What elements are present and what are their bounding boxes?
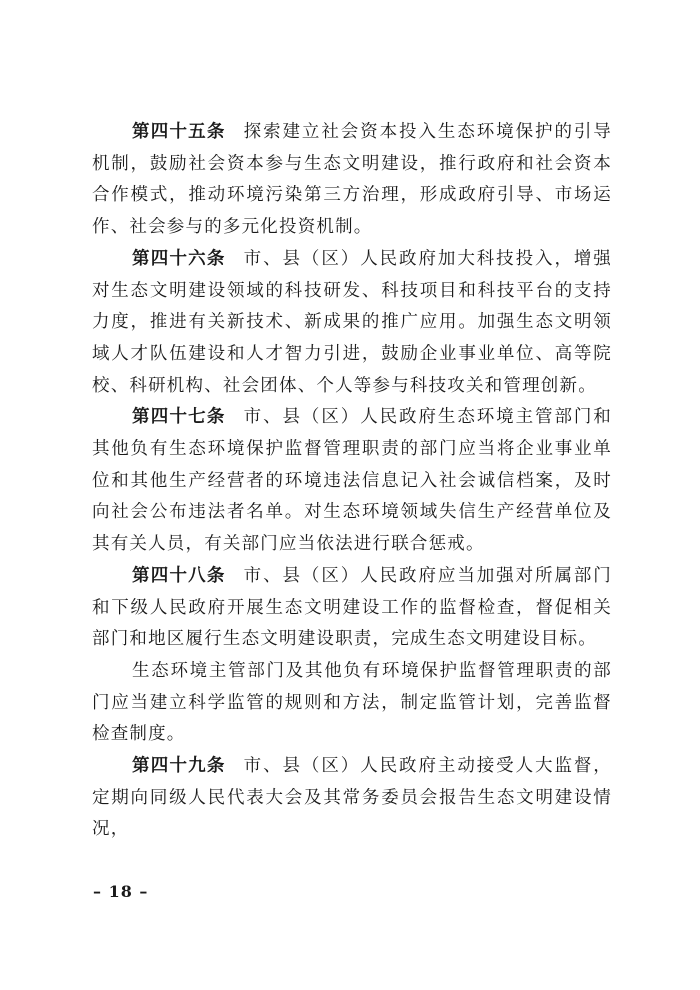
paragraph-article-48-continued [92, 656, 612, 751]
article-number: 第四十八条 [132, 565, 226, 586]
article-number: 第四十五条 [132, 122, 226, 142]
paragraph-text: 市、县（区）人民政府主动接受人大监督，定期向同级人民代表大会及其常务委员会报告生态文明建设情况， [92, 756, 612, 840]
paragraph-text: 市、县（区）人民政府加大科技投入，增强对生态文明建设领域的科技研发、科技项目和科技平台的支持力度，推进有关新技术、新成果的推广应用。加强生态文明领域人才队伍建设和人才智力引进，鼓励企业事业单位、高等院校、科研机构、社会团体、个人等参与科技攻关和管理创新。 [92, 248, 612, 396]
paragraph-text: 生态环境主管部门及其他负有环境保护监督管理职责的部门应当建立科学监管的规则和方法，制定监管计划，完善监督检查制度。 [92, 660, 612, 745]
paragraph-article-47 [92, 402, 612, 561]
paragraph-article-45 [92, 117, 612, 244]
article-number: 第四十七条 [132, 407, 226, 428]
paragraph-article-48 [92, 561, 612, 656]
paragraph-article-46 [92, 244, 612, 403]
article-number: 第四十九条 [132, 756, 226, 777]
paragraph-article-49 [92, 751, 612, 846]
page-number: – 18 – [93, 882, 149, 901]
paragraph-text: 探索建立社会资本投入生态环境保护的引导机制，鼓励社会资本参与生态文明建设，推行政府和社会资本合作模式，推动环境污染第三方治理，形成政府引导、市场运作、社会参与的多元化投资机制。 [92, 122, 612, 238]
paragraph-text: 市、县（区）人民政府生态环境主管部门和其他负有生态环境保护监督管理职责的部门应当将企业事业单位和其他生产经营者的环境违法信息记入社会诚信档案，及时向社会公布违法者名单。对生态环境领域失信生产经营单位及其有关人员，有关部门应当依法进行联合惩戒。 [92, 407, 612, 555]
paragraph-text: 市、县（区）人民政府应当加强对所属部门和下级人民政府开展生态文明建设工作的监督检查，督促相关部门和地区履行生态文明建设职责，完成生态文明建设目标。 [92, 565, 612, 650]
document-body [92, 117, 612, 846]
article-number: 第四十六条 [132, 248, 226, 269]
